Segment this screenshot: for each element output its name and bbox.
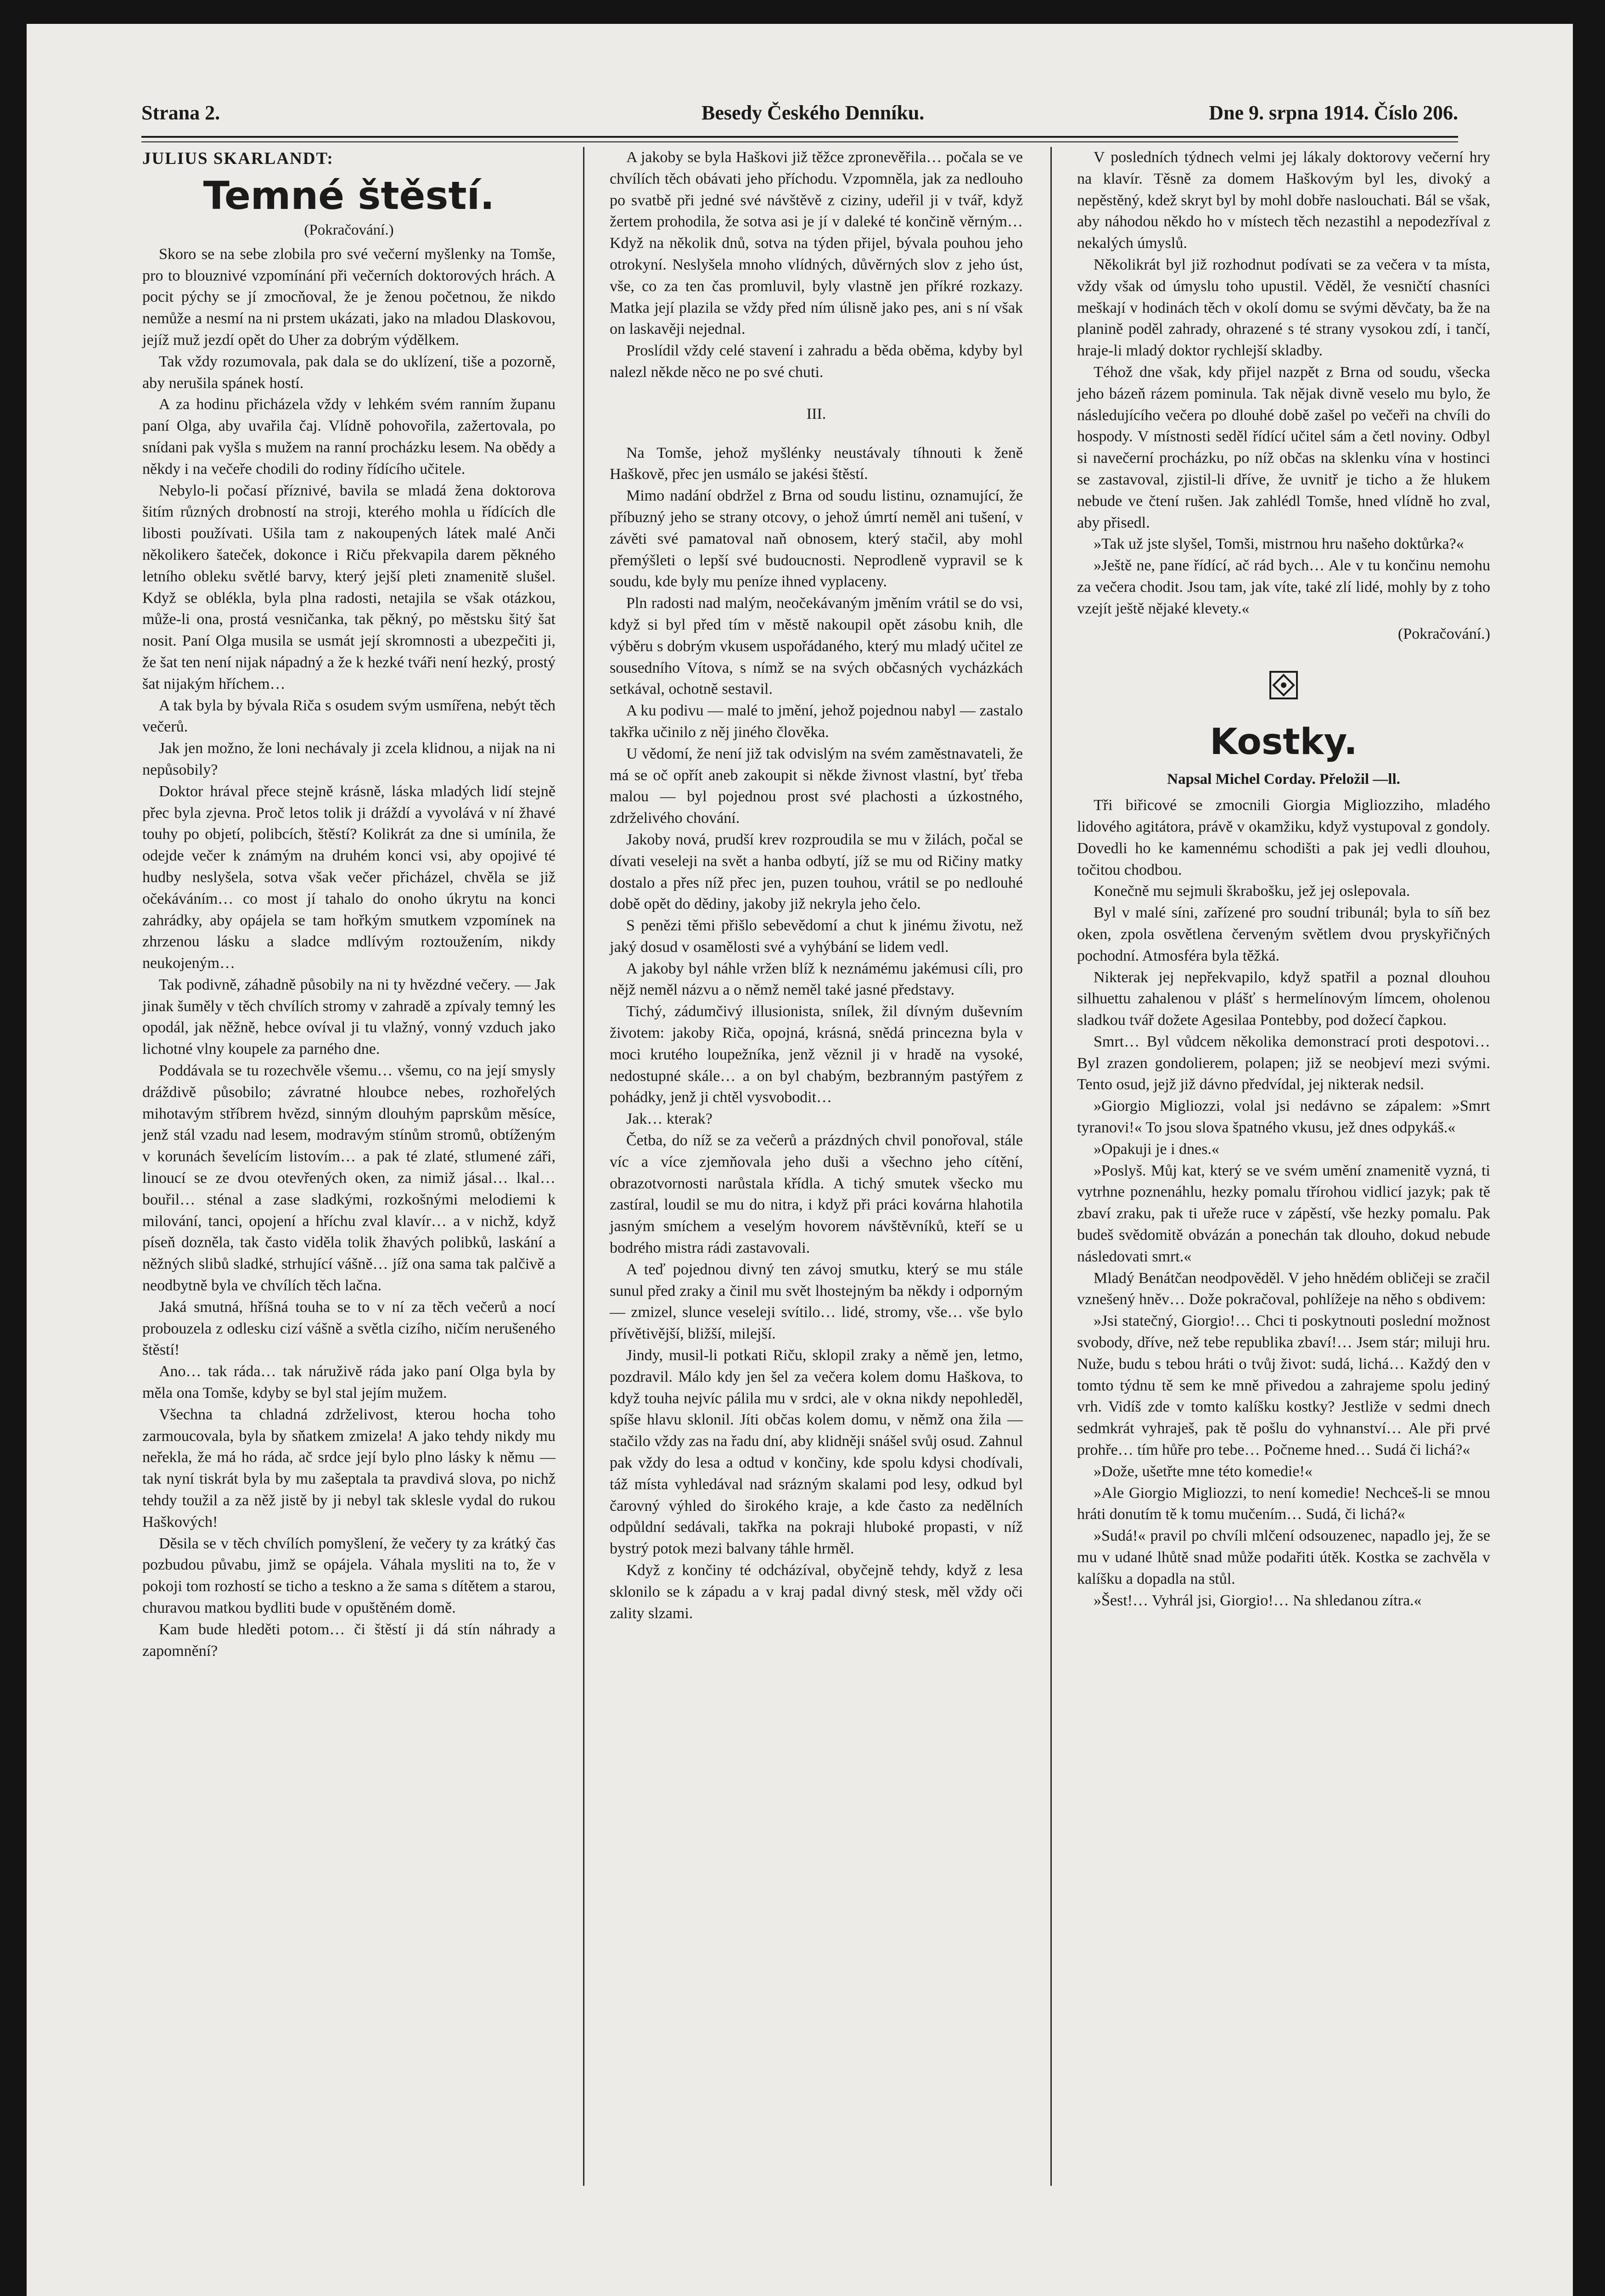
paragraph: Několikrát byl již rozhodnut podívati se za večera v ta místa, vždy však od úmyslu toho upustil. Věděl, že vesničtí chasníci meškají v hodinách těch v okolí domu se svými děvčaty, ba že na planině poděl zahrady, ohrazené s té strany vysokou zdí, i tančí, hraje-li mladý doktor rychlejší skladby. bbox=[1077, 256, 1490, 360]
paragraph: A za hodinu přicházela vždy v lehkém svém ranním županu paní Olga, aby uvařila čaj. Vlídně pohovořila, zažertovala, po snídani pak vyšla s mužem na ranní procházku lesem. Na obědy a někdy i na večeře chodili do rodiny řídícího učitele. bbox=[142, 396, 556, 478]
page-header bbox=[141, 101, 1458, 133]
date-issue: Dne 9. srpna 1914. Číslo 206. bbox=[1209, 101, 1458, 124]
story-author: JULIUS SKARLANDT: bbox=[142, 149, 334, 168]
paragraph: »Opakuji je i dnes.« bbox=[1094, 1140, 1219, 1158]
paragraph: »Ale Giorgio Migliozzi, to není komedie! Nechceš-li se mnou hráti donutím tě k tomu mučením… Sudá, či lichá?« bbox=[1077, 1484, 1490, 1523]
paragraph: A jakoby se byla Haškovi již těžce zpronevěřila… počala se ve chvílích těch obávati jeho příchodu. Vzpomněla, jak za nedlouho po svatbě při jedné své návštěvě z ciziny, udeřil ji v tvář, když žertem prohodila, že sotva asi je jí v daleké té končině věrným… Když na několik dnů, sotva na týden přijel, bývala pouhou jeho otrokyní. Neslyšela mnoho vlídných, důvěrných slov z jeho úst, vše, co za ten čas promluvil, byly vlastně jen příkré rozkazy. Matka její plazila se vždy před ním úlisně jako pes, ani s ní však on laskavěji nejednal. bbox=[610, 149, 1023, 338]
paragraph: Skoro se na sebe zlobila pro své večerní myšlenky na Tomše, pro to blouznivé vzpomínání při večerních doktorových hrách. A pocit pýchy se jí zmocňoval, že je ženou početnou, že nikdo nemůže a nesmí na ni prstem ukázati, jako na mladou Dlaskovou, jejíž muž jezdí opět do Uher za dobrým výdělkem. bbox=[142, 245, 556, 349]
paragraph: Všechna ta chladná zdrželivost, kterou hocha toho zarmoucovala, byla by sňatkem zmizela! A jako tehdy nikdy mu neřekla, že má ho ráda, ač srdce její bylo plno lásky k němu — tak nyní tiskrát byla by mu zašeptala ta pravdivá slova, po nichž tehdy toužil a za něž jistě by ji nebyl tak sklesle vydal do rukou Haškových! bbox=[142, 1406, 556, 1531]
paragraph: Četba, do níž se za večerů a prázdných chvil ponořoval, stále víc a více zjemňovala jeho duši a všechno jeho cítění, obrazotvornosti narůstala křídla. A tichý smutek všecko mu zastíral, loudil se mu do nitra, i když při práci kovárna hlahotila jasným smíchem a veselým hovorem návštěvníků, kteří se u bodrého mistra rádi zastavovali. bbox=[610, 1132, 1023, 1257]
page-number: Strana 2. bbox=[141, 101, 220, 124]
paragraph: V posledních týdnech velmi jej lákaly doktorovy večerní hry na klavír. Těsně za domem Haškovým byl les, divoký a nepěstěný, kdež skryt byl by mohl dobře naslouchati. Bál se však, aby náhodou někdo ho v místech těch nezastihl a nepodezříval z nekalých úmyslů. bbox=[1077, 149, 1490, 252]
column-2 bbox=[610, 147, 1023, 1624]
paragraph: Téhož dne však, kdy přijel nazpět z Brna od soudu, všecka jeho bázeň rázem pominula. Tak nějak divně veselo mu bylo, že následujícího večera po dlouhé době zašel po večeři na chvíli do hospody. V místnosti seděl řídící učitel sám a četl noviny. Odbyl si navečerní procházku, po níž občas na sklenku vína v hostinci se zastavoval, zjistil-li dříve, že uvnitř je ticho a že hlukem nebude ve čtení rušen. Jak zahlédl Tomše, hned vlídně ho zval, aby přisedl. bbox=[1077, 363, 1490, 531]
paragraph: S penězi těmi přišlo sebevědomí a chut k jinému životu, než jaký dosud v osamělosti své a vyhýbání se lidem vedl. bbox=[610, 917, 1023, 956]
paragraph: Proslídil vždy celé stavení i zahradu a běda oběma, kdyby byl nalezl někde něco ne po své chuti. bbox=[610, 342, 1023, 381]
ornament-icon bbox=[1077, 670, 1490, 700]
paragraph: Smrt… Byl vůdcem několika demonstrací proti despotovi… Byl zrazen gondolierem, polapen; již se neobjeví mezi svými. Tento osud, jejž již dávno předvídal, jej nikterak nedsil. bbox=[1077, 1033, 1490, 1093]
section-number: III. bbox=[806, 405, 826, 422]
column-3 bbox=[1077, 147, 1490, 1611]
paragraph: Pln radosti nad malým, neočekávaným jměním vrátil se do vsi, když si byl před tím v městě nakoupil opět zásobu knih, dle výběru s dobrým vkusem uspořádaného, který mu mladý učitel ze sousedního Vítova, s nímž se na svých občasných vycházkách setkával, ochotně sestavil. bbox=[610, 595, 1023, 698]
paragraph: Jakoby nová, prudší krev rozproudila se mu v žilách, počal se dívati veseleji na svět a hanba odbytí, jíž se mu od Ričiny matky dostalo a přes níž přec jen, puzen touhou, vrátil se po nedlouhé době opět do dědiny, jakoby již nekryla jeho čelo. bbox=[610, 831, 1023, 913]
paragraph: Když z končiny té odcházíval, obyčejně tehdy, když z lesa sklonilo se k západu a v kraj padal divný stesk, měl vždy oči zality slzami. bbox=[610, 1562, 1023, 1622]
paragraph: Byl v malé síni, zařízené pro soudní tribunál; byla to síň bez oken, zpola osvětlena červeným světlem dvou pryskyřičných pochodní. Atmosféra byla těžká. bbox=[1077, 904, 1490, 964]
paragraph: »Šest!… Vyhrál jsi, Giorgio!… Na shledanou zítra.« bbox=[1094, 1592, 1422, 1609]
paragraph: Tichý, zádumčivý illusionista, snílek, žil dívným duševním životem: jakoby Riča, opojná, krásná, snědá princezna byla v moci krutého loupežníka, jenž věznil ji v hradě na vysoké, nedostupné skále… a on byl chabým, bezbranným pastýřem z pohádky, jenž ji chtěl vysvobodit… bbox=[610, 1003, 1023, 1106]
newspaper-title: Besedy Českého Denníku. bbox=[701, 101, 925, 124]
paragraph: Nebylo-li počasí příznivé, bavila se mladá žena doktorova šitím různých drobností na stroji, kterého mohla u řídících dle libosti používati. Ušila tam z nakoupených látek malé Anči několikero šateček, dokonce i Riču překvapila darem pěkného letního obleku světlé barvy, který jejší pleti znamenitě slušel. Když se oblékla, byla plna radosti, netajila se však otázkou, může-li ona, prostá vesničanka, tak pěkný, po městsku šitý šat nosit. Paní Olga musila se usmát její skromnosti a ubezpečiti ji, že šat ten není nijak nápadný a že k hezké tváři není hezký, prostý šat nijakým hříchem… bbox=[142, 482, 556, 692]
paragraph: Doktor hrával přece stejně krásně, láska mladých lidí stejně přec byla zjevna. Proč letos tolik ji dráždí a vyvolává v ní žhavé touhy po objetí, polibcích, štěstí? Kolikrát za dne si umínila, že odejde večer k známým na druhém konci vsi, aby opojivé té hudby neslyšela, sotva však večer přicházel, chvěla se již očekáváním… co most jí tahalo do onoho úkrytu na konci zahrádky, aby opájela se tam hořkým smutkem vzpomínek na zhrzenou lásku a sladce mdlívým roztoužením, nikdy neukojeným… bbox=[142, 782, 556, 972]
paragraph: Kam bude hleděti potom… či štěstí ji dá stín náhrady a zapomnění? bbox=[142, 1621, 556, 1660]
paragraph: Jak… kterak? bbox=[626, 1110, 713, 1128]
paragraph: Na Tomše, jehož myšlénky neustávaly tíhnouti k ženě Haškově, přec jen usmálo se jakési štěstí. bbox=[610, 444, 1023, 483]
newspaper-page bbox=[27, 24, 1573, 2296]
column-divider bbox=[1050, 147, 1052, 2186]
paragraph: »Giorgio Migliozzi, volal jsi nedávno se zápalem: »Smrt tyranovi!« To jsou slova špatného vkusu, jež dnes odpykáš.« bbox=[1077, 1097, 1490, 1137]
paragraph: Jak jen možno, že loni nechávaly ji zcela klidnou, a nijak na ni nepůsobily? bbox=[142, 740, 556, 778]
paragraph: Jindy, musil-li potkati Riču, sklopil zraky a němě jen, letmo, pozdravil. Málo kdy jen šel za večera kolem domu Haškova, to když touha nejvíc pálila mu v srdci, ale v okna nikdy nepohleděl, spíše hlavu sklonil. Jíti občas kolem domu, v němž ona žila — stačilo vždy zas na řadu dní, aby klidněji snášel svůj osud. Zahnul pak vždy do lesa a odtud v končiny, kde spolu kdysi chodívali, táž místa vyhledával nad srázným skalami pod lesy, odkud byl čarovný výhled do širokého kraje, a kde často za nedělních odpůldní sedávali, takřka na pokraji hluboké propasti, v níž bystrý potok mezi balvany táhle hrměl. bbox=[610, 1347, 1023, 1558]
continued-note: (Pokračování.) bbox=[1397, 625, 1490, 642]
paragraph: Mimo nadání obdržel z Brna od soudu listinu, oznamující, že příbuzný jeho se strany otcovy, o jehož úmrtí neměl ani tušení, v závěti své pamatoval naň obnosem, který stačil, aby mohl přemýšleti o lepší své budoucnosti. Neprodleně vypravil se k soudu, kde byly mu peníze ihned vyplaceny. bbox=[610, 487, 1023, 591]
story-title-2: Kostky. bbox=[1210, 721, 1358, 763]
paragraph: Konečně mu sejmuli škrabošku, jež jej oslepovala. bbox=[1094, 883, 1410, 900]
paragraph: A teď pojednou divný ten závoj smutku, který se mu stále sunul před zraky a činil mu svět lhostejným ba někdy i odporným — zmizel, slunce veseleji svítilo… lidé, stromy, vše… vše bylo přívětivější, bližší, milejší. bbox=[610, 1261, 1023, 1343]
paragraph: A tak byla by bývala Riča s osudem svým usmířena, nebýt těch večerů. bbox=[142, 697, 556, 736]
paragraph: »Sudá!« pravil po chvíli mlčení odsouzenec, napadlo jej, že se mu v udané lhůtě snad může podařiti útěk. Kostka se zachvěla v kalíšku a dopadla na stůl. bbox=[1077, 1527, 1490, 1587]
paragraph: »Ještě ne, pane řídící, ač rád bych… Ale v tu končinu nemohu za večera chodit. Jsou tam, jak víte, také zlí lidé, mohly by z toho vzejít ještě nějaké klevety.« bbox=[1077, 557, 1490, 617]
paragraph: A jakoby byl náhle vržen blíž k neznámému jakémusi cíli, pro nějž neměl názvu a o němž neměl také jasné představy. bbox=[610, 960, 1023, 999]
paragraph: Mladý Benátčan neodpověděl. V jeho hnědém obličeji se zračil vznešený hněv… Dože pokračoval, pohlížeje na něho s obdivem: bbox=[1077, 1269, 1490, 1308]
story-byline: Napsal Michel Corday. Přeložil —ll. bbox=[1167, 771, 1400, 788]
paragraph: »Dože, ušetřte mne této komedie!« bbox=[1094, 1463, 1313, 1480]
paragraph: Ano… tak ráda… tak náruživě ráda jako paní Olga byla by měla ona Tomše, kdyby se byl stal jejím mužem. bbox=[142, 1363, 556, 1402]
paragraph: »Tak už jste slyšel, Tomši, mistrnou hru našeho doktůrka?« bbox=[1094, 535, 1464, 553]
story-title: Temné štěstí. bbox=[203, 173, 495, 218]
paragraph: Nikterak jej nepřekvapilo, když spatřil a poznal dlouhou silhuettu zahalenou v plášť s hermelínovým límcem, oholenou sladkou tvář dožete Agesilaa Pontebby, pod dožecí čapkou. bbox=[1077, 968, 1490, 1029]
paragraph: Děsila se v těch chvílích pomyšlení, že večery ty za krátký čas pozbudou půvabu, jimž se opájela. Váhala mysliti na to, že v pokoji tom rozhostí se ticho a teskno a že sama s dítětem a starou, churavou matkou bydliti bude v opuštěném domě. bbox=[142, 1535, 556, 1616]
paragraph: Jaká smutná, hříšná touha se to v ní za těch večerů a nocí probouzela z odlesku cizí vášně a světla cizího, ničím nerušeného štěstí! bbox=[142, 1298, 556, 1359]
paragraph: U vědomí, že není již tak odvislým na svém zaměstnavateli, že má se oč opřít aneb zakoupit si někde živnost vlastní, byť třeba malou — byl pojednou prost své plachosti a úzkostného, zdrželivého chování. bbox=[610, 745, 1023, 827]
paragraph: A ku podivu — malé to jmění, jehož pojednou nabyl — zastalo takřka učinilo z něj jiného člověka. bbox=[610, 702, 1023, 741]
column-divider bbox=[583, 147, 584, 2186]
paragraph: »Poslyš. Můj kat, který se ve svém umění znamenitě vyzná, ti vytrhne poznenáhlu, hezky pomalu třírohou vidlicí jazyk; pak tě zbaví zraku, pak ti uřeže ruce v zápěstí, vše hezky pomalu. Pak budeš svědomitě obvázán a ponechán tak dlouho, dokud nebude následovati smrt.« bbox=[1077, 1162, 1490, 1265]
paragraph: Tak podivně, záhadně působily na ni ty hvězdné večery. — Jak jinak šuměly v těch chvílích stromy v zahradě a zpívaly temný les opodál, jak něžně, hebce ovíval ji tu vlažný, vonný vzduch jako lichotné vlny koupele za parného dne. bbox=[142, 976, 556, 1058]
header-rule bbox=[141, 136, 1458, 142]
paragraph: Tak vždy rozumovala, pak dala se do uklízení, tiše a pozorně, aby nerušila spánek hostí. bbox=[142, 353, 556, 392]
paragraph: Tři biřicové se zmocnili Giorgia Migliozziho, mladého lidového agitátora, právě v okamžiku, když vystupoval z gondoly. Dovedli ho ke kamennému schodišti a pak jej vedli dlouhou, točitou chodbou. bbox=[1077, 797, 1490, 878]
continued-note: (Pokračování.) bbox=[304, 222, 394, 238]
column-1 bbox=[142, 147, 556, 1662]
paragraph: »Jsi statečný, Giorgio!… Chci ti poskytnouti poslední možnost svobody, dříve, než tebe republika zbaví!… Jsem stár; miluji hru. Nuže, budu s tebou hráti o tvůj život: sudá, lichá… Každý den v tomto týdnu tě sem ke mně přivedou a zahrajeme spolu jediný vrh. Vidíš zde v tomto kalíšku kostky? Jestliže v sedmi dnech sedmkrát vyhraješ, pak tě pošlu do vyhnanství… Ale při prvé prohře… tím hůře pro tebe… Počneme hned… Sudá či lichá?« bbox=[1077, 1312, 1490, 1459]
paragraph: Poddávala se tu rozechvěle všemu… všemu, co na její smysly dráždivě působilo; závratné hloubce nebes, rozhořelých mihotavým stříbrem hvězd, sinným dlouhým paprskům měsíce, jenž stál vzadu nad lesem, modravým stínům stromů, obtíženým v korunách ševelícím listovím… a pak té zlaté, stlumené záři, linoucí se ze dvou otevřených oken, za nimiž jásal… lkal… bouřil… sténal a zase sladkými, rozkošnými melodiemi k milování, tanci, opojení a hříchu zval klavír… a v nichž, když píseň dozněla, tak často viděla tolik žhavých polibků, laskání a něžných slibů sladké, strhující vášně… jíž ona sama tak palčivě a neodbytně byla ve chvílích těch lačna. bbox=[142, 1062, 556, 1294]
